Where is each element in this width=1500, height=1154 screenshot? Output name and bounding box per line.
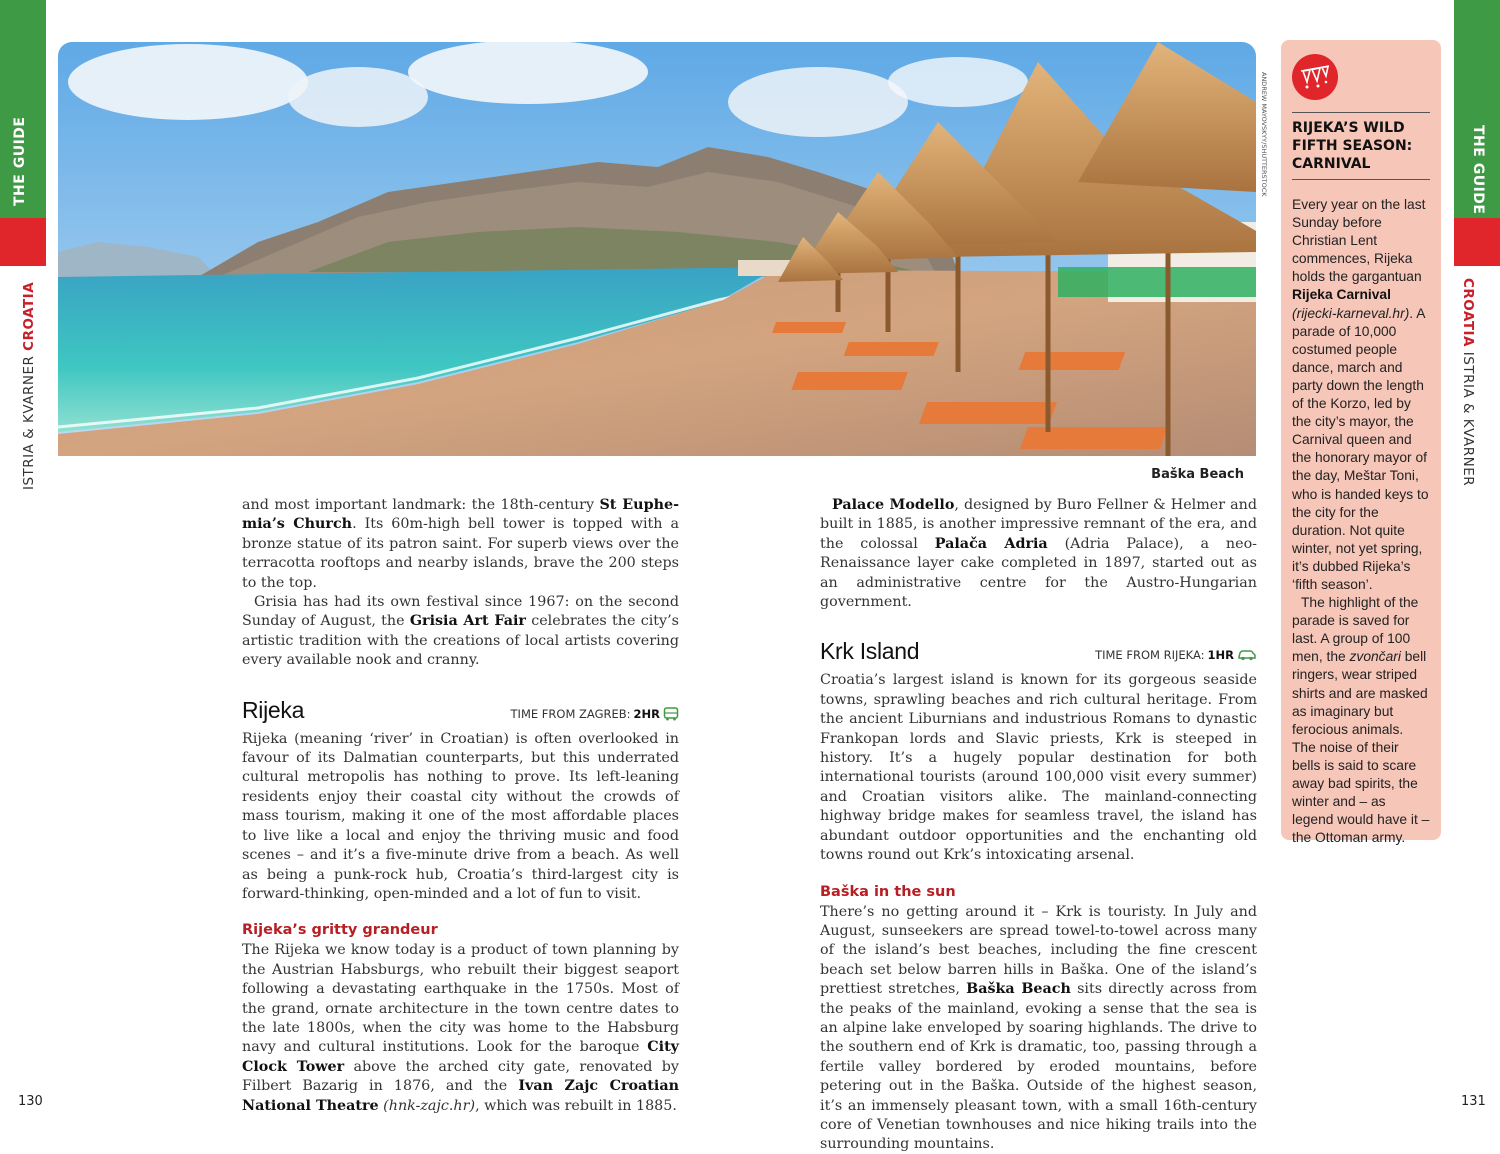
palace-paragraph: Palace Modello, designed by Buro Fellner & Helmer and built in 1885, is another impressive remnant of the era, and the colossal Palača Adria (Adria Palace), a neo-Renaissance layer cake completed in 1897, started out as an administrative centre for the Austro-Hungarian government.	[820, 497, 1258, 611]
sidebar-rule-bottom	[1292, 179, 1430, 180]
baska-beach-photo	[58, 42, 1256, 456]
party-flag-icon	[1292, 54, 1338, 100]
baska-paragraph: There’s no getting around it – Krk is touristy. In July and August, sunseekers are spread towel-to-towel across many of the island’s best beaches, including the fine crescent beach set below barren hills in Baška. One of the island’s prettiest stretches, Baška Beach sits directly across from the peaks of the mainland, evoking a sense that the sea is an alpine lake enveloped by soaring highlands. The drive to the southern end of Krk is dramatic, too, passing through a fertile valley bordered by eroded mountains, before petering out in the Baška. Outside of the highest season, it’s an immensely pleasant town, with a small 16th-century core of Venetian townhouses and nice hiking trails into the surrounding mountains.	[820, 903, 1258, 1153]
krk-paragraph: Croatia’s largest island is known for its gorgeous seaside towns, sprawling beaches and rich cultural heritage. From the ancient Liburnians and industrious Romans to dynastic Frankopan lords and Slavic priests, Krk is steeped in history. It’s a hugely popular destination for both international tourists (around 100,000 visit every summer) and Croatian visitors alike. The mainland-connecting highway bridge makes for seamless travel, the island has abundant outdoor opportunities and the enchanting old towns round out Krk’s intoxicating arsenal.	[820, 672, 1257, 864]
rijeka-subheading: Rijeka’s gritty grandeur	[242, 922, 438, 939]
krk-travel-time: TIME FROM RIJEKA: 1HR	[1095, 648, 1257, 662]
rijeka-grandeur-paragraph: The Rijeka we know today is a product of town planning by the Austrian Habsburgs, who rebuilt their biggest seaport following a devastating earthquake in the 1750s. Most of the grand, ornate architecture in the town centre dates to the late 1800s, when the city was home to the Habsburg navy and cultural institutions. Look for the baroque City Clock Tower above the arched city gate, renovated by Filbert Bazarig in 1876, and the Ivan Zajc Croatian National Theatre (hnk-zajc.hr), which was rebuilt in 1885.	[242, 942, 680, 1114]
baska-subheading: Baška in the sun	[820, 883, 956, 900]
right-red-tab	[1454, 218, 1500, 266]
right-column	[820, 496, 1257, 1154]
right-region-label: CROATIA ISTRIA & KVARNER	[1460, 278, 1476, 487]
left-region-label: ISTRIA & KVARNER CROATIA	[21, 281, 37, 490]
carnival-sidebar	[1281, 40, 1441, 846]
photo-caption: Baška Beach	[1151, 467, 1244, 482]
car-icon	[1237, 649, 1257, 661]
sidebar-paragraph-1: Every year on the last Sunday before Christian Lent commences, Rijeka holds the gargantuan Rijeka Carnival (rijecki-karneval.hr). A parade of 10,000 costumed people dance, march and party down the length of the Korzo, led by the city’s mayor, the Carnival queen and the honorary mayor of the day, Meštar Toni, who is handed keys to the city for the duration. Not quite winter, not yet spring, it’s dubbed Rijeka’s ‘fifth season’.	[1292, 197, 1429, 592]
beach-illustration	[58, 42, 1256, 456]
left-column	[242, 496, 679, 1116]
page-number-left: 130	[18, 1094, 43, 1109]
page-number-right: 131	[1461, 1094, 1486, 1109]
right-guide-label: THE GUIDE	[1470, 125, 1486, 215]
rijeka-paragraph: Rijeka (meaning ‘river’ in Croatian) is often overlooked in favour of its Dalmatian counterparts, but this underrated cultural metropolis has nothing to prove. Its left-leaning residents enjoy their coastal city without the crowds of mass tourism, making it one of the most affordable places to live like a local and enjoy the thriving music and food scenes – and it’s a five-minute drive from a beach. As well as being a punk-rock hub, Croatia’s third-largest city is forward-thinking, open-minded and a lot of fun to visit.	[242, 730, 679, 902]
rijeka-travel-time: TIME FROM ZAGREB: 2HR	[511, 707, 679, 721]
sidebar-title: RIJEKA’S WILD FIFTH SEASON: CARNIVAL	[1292, 120, 1413, 172]
left-guide-label: THE GUIDE	[12, 116, 28, 206]
sidebar-paragraph-2: The highlight of the parade is saved for last. A group of 100 men, the zvončari bell ringers, wear striped shirts and are masked as imaginary but ferocious animals. The noise of their bells is said to scare away bad spirits, the winter and – as legend would have it – the Ottoman army.	[1292, 595, 1430, 846]
grisia-paragraph-1: and most important landmark: the 18th-century St Euphemia’s Church. Its 60m-high bell tower is topped with a bronze statue of its patron saint. For superb views over the terracotta rooftops and nearby islands, brave the 200 steps to the top.	[242, 497, 679, 591]
rijeka-title: Rijeka	[242, 696, 305, 723]
rijeka-heading	[242, 697, 679, 724]
left-red-tab	[0, 218, 46, 266]
krk-heading	[820, 638, 1257, 665]
sidebar-text	[1292, 196, 1430, 847]
krk-title: Krk Island	[820, 638, 920, 665]
photo-credit: ANDREW MAYOVSKYY/SHUTTERSTOCK	[1260, 72, 1268, 197]
bus-icon	[663, 707, 679, 721]
sidebar-rule-top	[1292, 112, 1430, 113]
grisia-paragraph-2: Grisia has had its own festival since 1967: on the second Sunday of August, the Grisia Art Fair celebrates the city’s artistic tradition with the creations of local artists covering every available nook and cranny.	[242, 594, 679, 669]
